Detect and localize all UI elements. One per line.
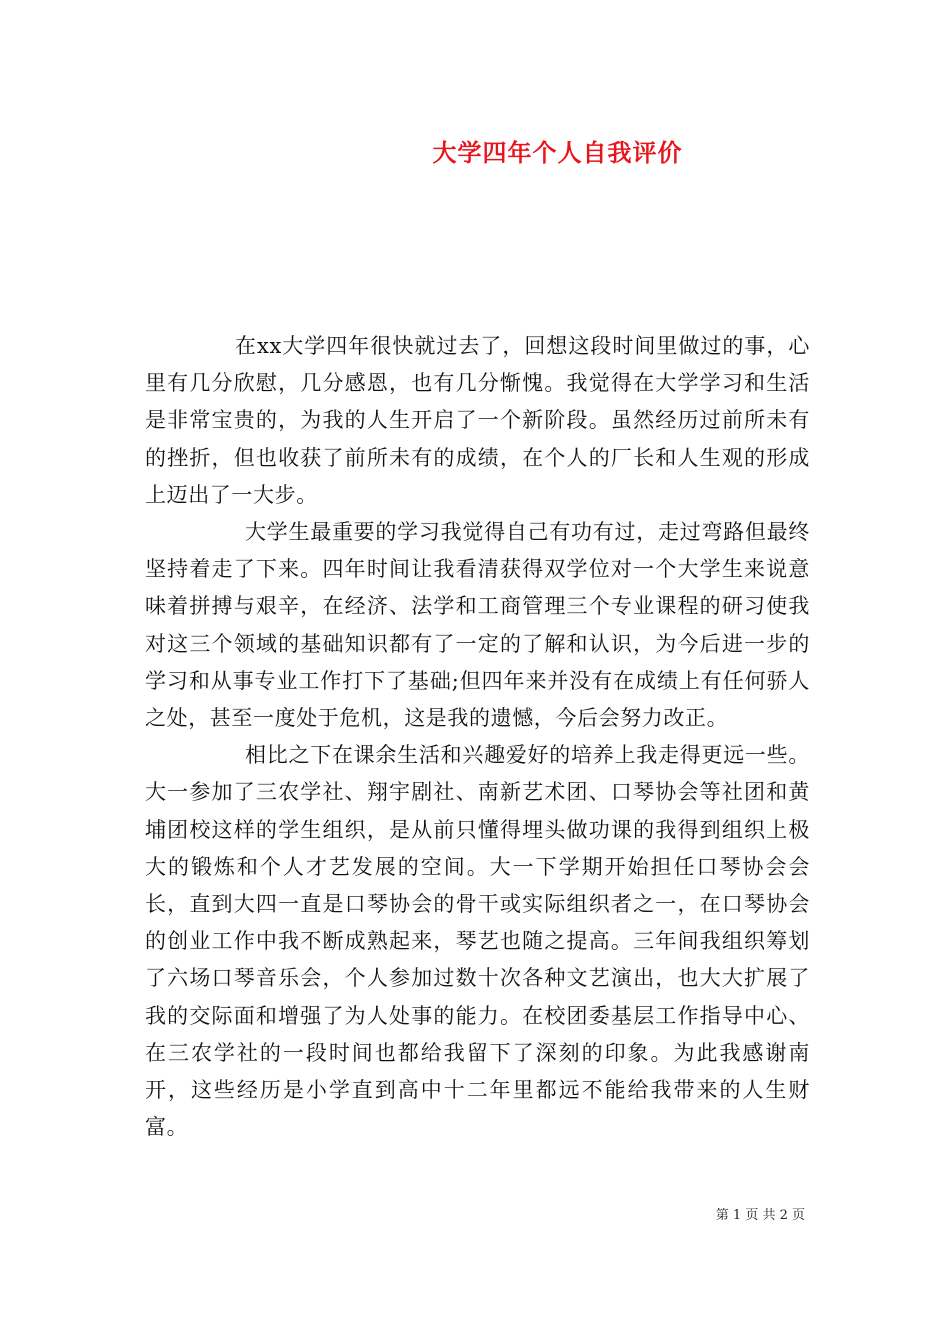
- document-title: 大学四年个人自我评价: [432, 138, 683, 167]
- document-body: [145, 328, 810, 1146]
- page-number-footer: 第 1 页 共 2 页: [715, 1208, 805, 1223]
- paragraph-1: 在xx大学四年很快就过去了，回想这段时间里做过的事，心里有几分欣慰，几分感恩，也有几分惭愧。我觉得在大学学习和生活是非常宝贵的，为我的人生开启了一个新阶段。虽然经历过前所未有的挫折，但也收获了前所未有的成绩，在个人的厂长和人生观的形成上迈出了一大步。: [145, 334, 810, 507]
- paragraph-3: 相比之下在课余生活和兴趣爱好的培养上我走得更远一些。大一参加了三农学社、翔宇剧社、南新艺术团、口琴协会等社团和黄埔团校这样的学生组织，是从前只懂得埋头做功课的我得到组织上极大的锻炼和个人才艺发展的空间。大一下学期开始担任口琴协会会长，直到大四一直是口琴协会的骨干或实际组织者之一，在口琴协会的创业工作中我不断成熟起来，琴艺也随之提高。三年间我组织筹划了六场口琴音乐会，个人参加过数十次各种文艺演出，也大大扩展了我的交际面和增强了为人处事的能力。在校团委基层工作指导中心、在三农学社的一段时间也都给我留下了深刻的印象。为此我感谢南开，这些经历是小学直到高中十二年里都远不能给我带来的人生财富。: [145, 743, 810, 1140]
- paragraph-2: 大学生最重要的学习我觉得自己有功有过，走过弯路但最终坚持着走了下来。四年时间让我看清获得双学位对一个大学生来说意味着拼搏与艰辛，在经济、法学和工商管理三个专业课程的研习使我对这三个领域的基础知识都有了一定的了解和认识，为今后进一步的学习和从事专业工作打下了基础;但四年来并没有在成绩上有任何骄人之处，甚至一度处于危机，这是我的遗憾，今后会努力改正。: [145, 520, 810, 731]
